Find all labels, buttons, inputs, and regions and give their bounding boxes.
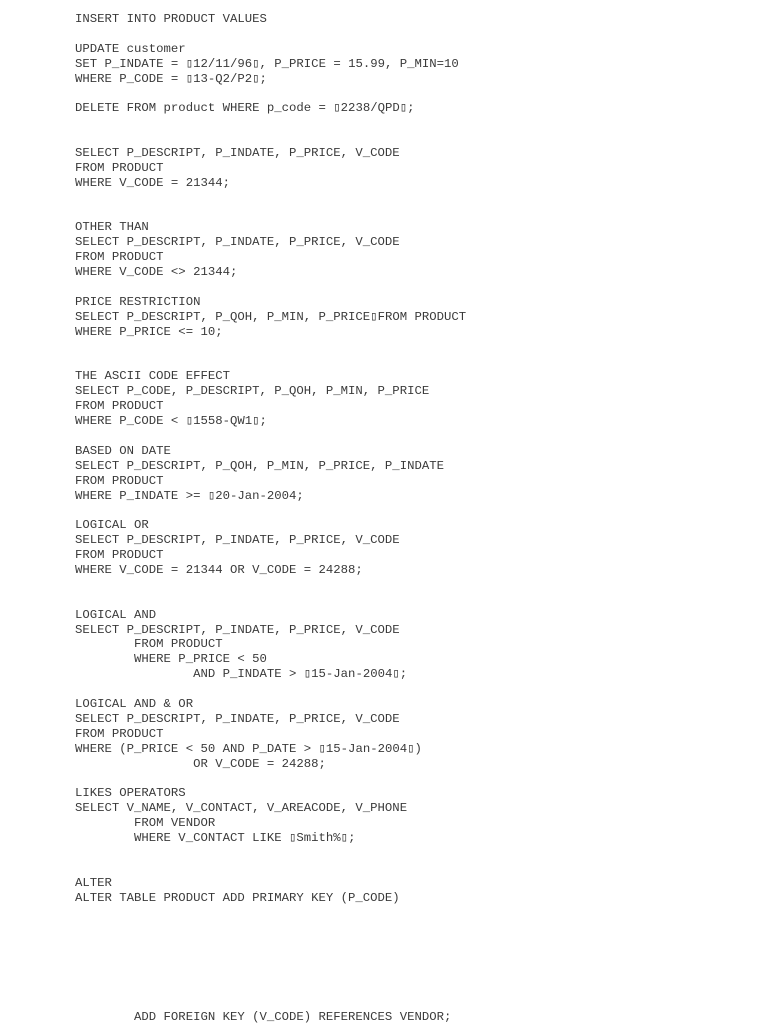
text-line: WHERE V_CODE <> 21344; [75,265,238,280]
text-line: FROM VENDOR [75,816,216,831]
text-line: WHERE P_CODE < ▯1558-QW1▯; [75,414,267,429]
blank-line [75,935,755,950]
blank-line [75,578,755,593]
text-line: DELETE FROM product WHERE p_code = ▯2238/QPD▯; [75,101,415,116]
text-line: FROM PRODUCT [75,399,164,414]
text-line: WHERE P_INDATE >= ▯20-Jan-2004; [75,488,304,503]
text-line: ALTER TABLE PRODUCT ADD PRIMARY KEY (P_CODE) [75,890,400,905]
blank-line [75,340,755,355]
text-line: WHERE (P_PRICE < 50 AND P_DATE > ▯15-Jan-2004▯) [75,741,422,756]
blank-line [75,503,755,518]
blank-line [75,280,755,295]
blank-line [75,131,755,146]
text-line: SELECT P_DESCRIPT, P_QOH, P_MIN, P_PRICE, P_INDATE [75,458,444,473]
blank-line [75,965,755,980]
text-line: SET P_INDATE = ▯12/11/96▯, P_PRICE = 15.99, P_MIN=10 [75,56,459,71]
text-line: SELECT V_NAME, V_CONTACT, V_AREACODE, V_PHONE [75,801,408,816]
text-line: SELECT P_DESCRIPT, P_INDATE, P_PRICE, V_CODE [75,146,400,161]
text-line: ALTER [75,875,112,890]
blank-line [75,846,755,861]
text-line: OTHER THAN [75,220,149,235]
text-line: UPDATE customer [75,41,186,56]
text-line: PRICE RESTRICTION [75,294,201,309]
text-line: WHERE V_CONTACT LIKE ▯Smith%▯; [75,830,356,845]
blank-line [75,995,755,1010]
text-line: WHERE V_CODE = 21344 OR V_CODE = 24288; [75,562,363,577]
text-line: BASED ON DATE [75,443,171,458]
blank-line [75,429,755,444]
blank-line [75,980,755,995]
text-line: WHERE P_PRICE <= 10; [75,324,223,339]
blank-line [75,905,755,920]
blank-line [75,920,755,935]
blank-line [75,354,755,369]
blank-line [75,861,755,876]
blank-line [75,682,755,697]
text-line: OR V_CODE = 24288; [75,756,326,771]
text-line: INSERT INTO PRODUCT VALUES [75,12,267,26]
text-line: FROM PRODUCT [75,637,223,652]
blank-line [75,206,755,221]
text-line: WHERE P_CODE = ▯13-Q2/P2▯; [75,71,267,86]
text-line: SELECT P_DESCRIPT, P_INDATE, P_PRICE, V_CODE [75,711,400,726]
text-line: LOGICAL AND & OR [75,696,194,711]
text-line: WHERE V_CODE = 21344; [75,175,230,190]
text-line: SELECT P_DESCRIPT, P_INDATE, P_PRICE, V_CODE [75,622,400,637]
blank-line [75,771,755,786]
text-line: FROM PRODUCT [75,250,164,265]
text-line: SELECT P_DESCRIPT, P_INDATE, P_PRICE, V_CODE [75,235,400,250]
blank-line [75,950,755,965]
text-line: WHERE P_PRICE < 50 [75,652,267,667]
text-line: SELECT P_DESCRIPT, P_QOH, P_MIN, P_PRICE▯FROM PRODUCT [75,309,467,324]
text-line: LIKES OPERATORS [75,786,186,801]
blank-line [75,191,755,206]
text-line: LOGICAL AND [75,607,157,622]
blank-line [75,27,755,42]
blank-line [75,116,755,131]
text-line: FROM PRODUCT [75,160,164,175]
text-line: SELECT P_CODE, P_DESCRIPT, P_QOH, P_MIN, P_PRICE [75,384,430,399]
blank-line [75,593,755,608]
text-line: SELECT P_DESCRIPT, P_INDATE, P_PRICE, V_CODE [75,533,400,548]
document-body [75,12,755,1025]
text-line: THE ASCII CODE EFFECT [75,369,230,384]
text-line: FROM PRODUCT [75,473,164,488]
text-line: AND P_INDATE > ▯15-Jan-2004▯; [75,667,408,682]
text-line: LOGICAL OR [75,518,149,533]
text-line: ADD FOREIGN KEY (V_CODE) REFERENCES VENDOR; [75,1009,452,1024]
text-line: FROM PRODUCT [75,548,164,563]
text-line: FROM PRODUCT [75,726,164,741]
blank-line [75,86,755,101]
